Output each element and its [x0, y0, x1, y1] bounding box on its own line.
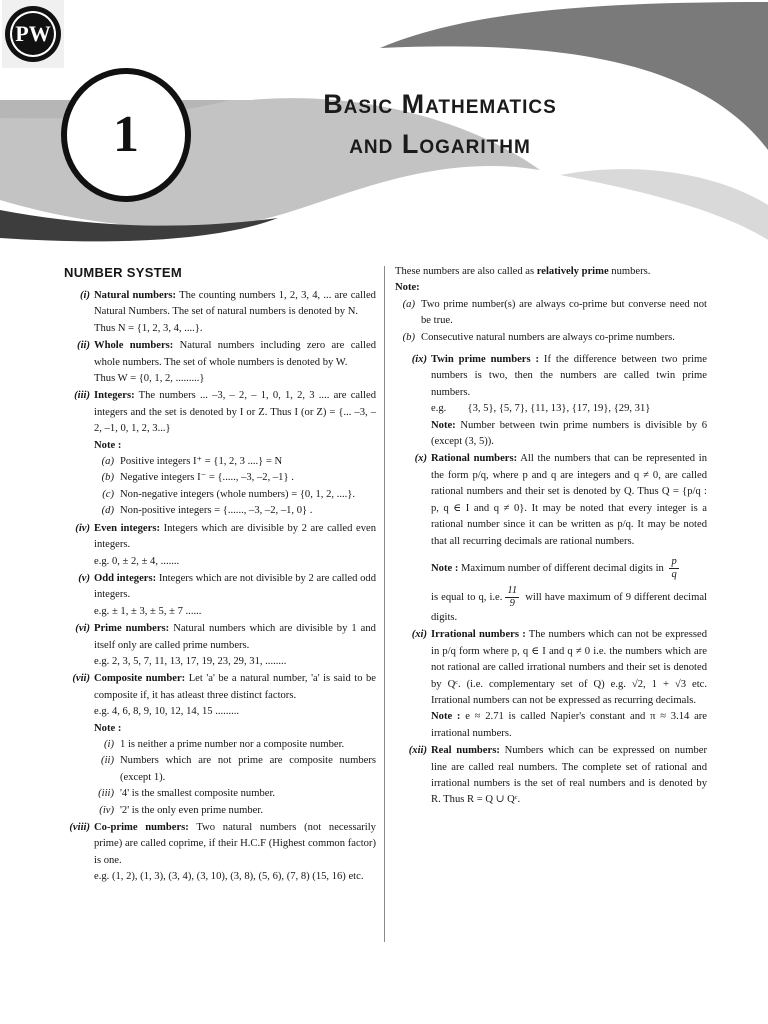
list-item: (viii) Co-prime numbers: Two natural numbers (not necessarily prime) are called coprime, if their H.C.F (Highest common factor) is one. e.g. (1, 2), (1, 3), (3, 4), (3, 10), (3, 8), (5, 6), (7, 8) (15, 16) etc. — [69, 822, 376, 883]
list-item: (vii) Composite number: Let 'a' be a natural number, 'a' is said to be composite if, it has atleast three distinct factors. e.g. 4, 6, 8, 9, 10, 12, 14, 15 ......... Note : (i) 1 is neither a prime number nor a composite number. (ii) Numbers which are not prime are composite numbers (except 1). (iii) '4' is the smallest composite number. (iv) '2' is the only even prime number. — [72, 673, 376, 816]
list-item: (xi) Irrational numbers : The numbers which can not be expressed in p/q form where p, q ∈ I and q ≠ 0 i.e. the numbers which are not rational are called irrational numbers and their set is denoted by Qᶜ. (i.e. complementary set of Q) e.g. √2, 1 + √3 etc. Irrational numbers can not be expressed as recurring decimals. Note : e ≈ 2.71 is called Napier's constant and π ≈ 3.14 are irrational numbers. — [411, 629, 708, 739]
column-divider — [384, 266, 385, 942]
pw-logo — [2, 0, 64, 68]
list-item: (xii) Real numbers: Numbers which can be expressed on number line are called real numbers. The complete set of rational and irrational numbers is the set of real numbers and is denoted by R. Thus R = Q ∪ Qᶜ. — [408, 745, 707, 806]
list-item: (vi) Prime numbers: Natural numbers which are divisible by 1 and itself only are called prime numbers. e.g. 2, 3, 5, 7, 11, 13, 17, 19, 23, 29, 31, ........ — [75, 623, 376, 667]
coprime-continuation: These numbers are also called as relatively prime numbers. Note: (a) Two prime number(s) are always co-prime but converse need not be true. (b) Consecutive natural numbers are always co-prime numbers. — [395, 266, 707, 343]
fraction-p-over-q: $\frac{p}{q}$ — [671, 555, 677, 580]
list-item: (ix) Twin prime numbers : If the difference between two prime numbers is two, then the numbers are called twin prime numbers. e.g. {3, 5}, {5, 7}, {11, 13}, {17, 19}, {29, 31} Note: Number between twin prime numbers is divisible by 6 (except (3, 5)). — [411, 354, 707, 448]
list-item: (iii) Integers: The numbers ... –3, – 2, – 1, 0, 1, 2, 3 .... are called integers and the set is denoted by I or Z. Thus I (or Z) = {... –3, –2, –1, 0, 1, 2, 3...} Note : (a) Positive integers I⁺ = {1, 2, 3 ....} = N (b) Negative integers I⁻ = {....., –3, –2, –1} . (c) Non-negative integers (whole numbers) = {0, 1, 2, ....}. (d) Non-positive integers = {......, –3, –2, –1, 0} . — [74, 390, 376, 517]
chapter-number: 1 — [113, 105, 139, 163]
list-item: (iv) Even integers: Integers which are divisible by 2 are called even integers. e.g. 0, ± 2, ± 4, ....... — [75, 522, 376, 567]
list-item: (v) Odd integers: Integers which are not divisible by 2 are called odd integers. e.g. ± 1, ± 3, ± 5, ± 7 ...... — [78, 572, 377, 617]
left-column — [58, 264, 376, 887]
svg-text:PW: PW — [15, 21, 51, 46]
list-item: (x) Rational numbers: All the numbers that can be represented in the form p/q, where p and q are integers and q ≠ 0, are called rational numbers and their set is denoted by Q. Thus Q = {p/q : p, q ∈ I and q ≠ 0}. It may be noted that every integer is a rational number since it can be written as p/q. It may be noted that all recurring decimals are rational numbers. Note : Maximum number of different decimal digits in $\frac{p}{q}$ is equal to q, i.e. $\frac{11}{9}$ will have maximum of 9 different decimal digits. — [414, 453, 708, 623]
section-title: NUMBER SYSTEM — [64, 265, 183, 280]
chapter-title — [250, 84, 630, 164]
fraction-11-over-9: $\frac{11}{9}$ — [507, 584, 518, 609]
list-item: (ii) Whole numbers: Natural numbers including zero are called whole numbers. The set of whole numbers is denoted by W. Thus W = {0, 1, 2, .........} — [77, 340, 376, 385]
chapter-title-line2: and Logarithm — [349, 129, 531, 159]
chapter-title-line1: Basic Mathematics — [323, 89, 557, 119]
list-item: (i) Natural numbers: The counting numbers 1, 2, 3, 4, ... are called Natural Numbers. The set of natural numbers is denoted by N. Thus N = {1, 2, 3, 4, ....}. — [80, 290, 376, 334]
right-column — [395, 264, 707, 810]
